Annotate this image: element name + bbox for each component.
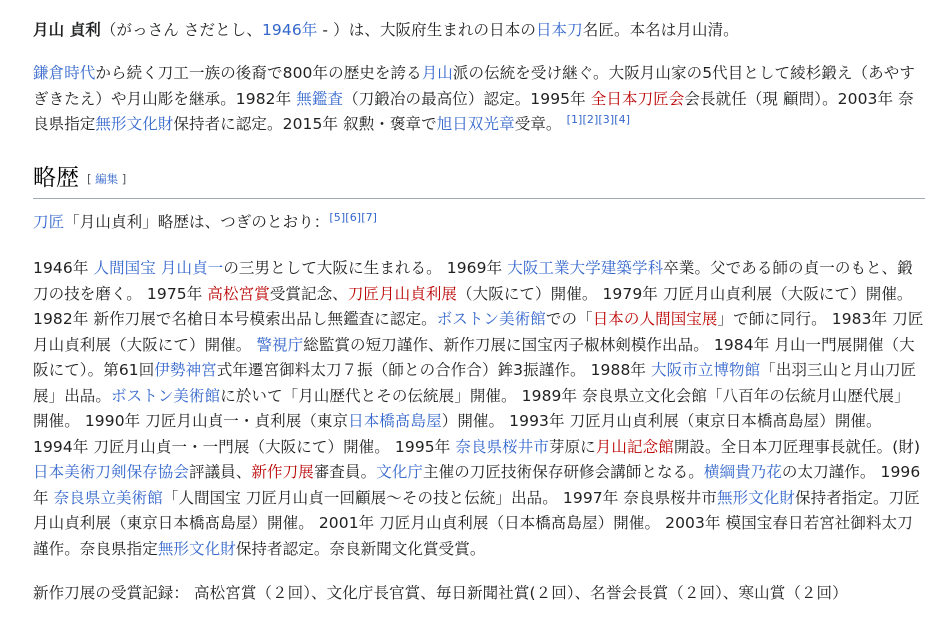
link-sakurai-city[interactable]: 奈良県桜井市 xyxy=(455,437,549,456)
link-gassan-sadaichi[interactable]: 月山貞一 xyxy=(160,259,224,277)
link-birth-year[interactable]: 1946年 xyxy=(261,21,318,39)
link-mukei-bunkazai-2[interactable]: 無形文化財 xyxy=(716,488,795,507)
link-osaka-inst-tech-architecture[interactable]: 大阪工業大学建築学科 xyxy=(507,259,664,277)
link-bunkacho[interactable]: 文化庁 xyxy=(376,463,424,481)
link-mukei-bunkazai[interactable]: 無形文化財 xyxy=(95,115,174,133)
link-kamakura-period[interactable]: 鎌倉時代 xyxy=(33,64,96,82)
link-kyokujitsu-soukosho[interactable]: 旭日双光章 xyxy=(436,115,515,133)
link-ise-jingu[interactable]: 伊勢神宮 xyxy=(154,361,217,379)
career-intro-paragraph: 刀匠「月山貞利」略歴は、つぎのとおり：[5][6][7] xyxy=(33,210,378,231)
link-keishicho[interactable]: 警視庁 xyxy=(256,335,304,354)
link-boston-museum-2[interactable]: ボストン美術館 xyxy=(111,386,221,405)
section-heading-career xyxy=(33,162,925,199)
subject-name: 月山 貞利 xyxy=(33,21,101,39)
link-nihonbashi-takashimaya[interactable]: 日本橋髙島屋 xyxy=(348,412,442,430)
link-gassan[interactable]: 月山 xyxy=(421,64,453,82)
redlink-japan-living-treasures-exhibition[interactable]: 日本の人間国宝展 xyxy=(592,310,718,328)
reference-group xyxy=(329,211,377,224)
reference-group xyxy=(567,113,631,126)
ref-5[interactable]: [5] xyxy=(329,210,346,224)
redlink-gassan-memorial-hall[interactable]: 月山記念館 xyxy=(595,437,674,456)
intro-paragraph: 月山 貞利（がっさん さだとし、1946年 - ）は、大阪府生まれの日本の日本刀名匠。本名は月山清。 xyxy=(33,21,739,39)
ref-6[interactable]: [6] xyxy=(345,210,362,224)
link-ningen-kokuho[interactable]: 人間国宝 xyxy=(93,259,156,277)
redlink-shinsakuto-exhibition[interactable]: 新作刀展 xyxy=(251,463,314,481)
redlink-gassan-sadatoshi-exhibition[interactable]: 刀匠月山貞利展 xyxy=(347,284,458,303)
ref-7[interactable]: [7] xyxy=(361,210,378,224)
link-mukei-bunkazai-3[interactable]: 無形文化財 xyxy=(157,539,236,558)
redlink-zen-nihon-toshokai[interactable]: 全日本刀匠会 xyxy=(590,89,685,108)
link-yokozuna-takanohana[interactable]: 横綱貴乃花 xyxy=(703,463,782,481)
link-nihonto[interactable]: 日本刀 xyxy=(535,21,583,39)
link-nara-pref-art-museum[interactable]: 奈良県立美術館 xyxy=(53,488,163,507)
lineage-paragraph: 鎌倉時代から続く刀工一族の後裔で800年の歴史を誇る月山派の伝統を受け継ぐ。大阪月山家の5代目として綾杉鍛え（あやすぎきたえ）や月山彫を継承。1982年 無鑑査（刀鍛冶の最高位）認定。1995年 全日本刀匠会会長就任（現 顧問）。2003年 奈良県指定無形文化財保持者に認定。2015年 叙勲・褒章で旭日双光章受章。 [1][2][3][4] xyxy=(33,64,915,133)
redlink-takamatsunomiya-prize[interactable]: 高松宮賞 xyxy=(207,284,270,303)
link-nbthk[interactable]: 日本美術刀剣保存協会 xyxy=(33,463,190,481)
ref-2[interactable]: [2] xyxy=(582,112,599,126)
link-boston-museum[interactable]: ボストン美術館 xyxy=(436,310,546,328)
edit-section-link[interactable]: 編集 xyxy=(95,172,119,186)
edit-section: [ 編集 ] xyxy=(87,172,127,186)
ref-3[interactable]: [3] xyxy=(598,112,615,126)
awards-paragraph: 新作刀展の受賞記録： 高松宮賞（２回）、文化庁長官賞、毎日新聞社賞(２回）、名誉会長賞（２回）、寒山賞（２回） xyxy=(33,584,848,602)
link-osaka-city-museum[interactable]: 大阪市立博物館 xyxy=(651,361,761,379)
link-mukansa[interactable]: 無鑑査 xyxy=(296,89,344,108)
career-paragraph: 1946年 人間国宝 月山貞一の三男として大阪に生まれる。 1969年 大阪工業大学建築学科卒業。父である師の貞一のもと、鍛刀の技を磨く。 1975年 高松宮賞受賞記念、刀匠月山貞利展（大阪にて）開催。 1979年 刀匠月山貞利展（大阪にて）開催。 1982年 新作刀展で名槍日本号模索出品し無鑑査に認定。ボストン美術館での「日本の人間国宝展」で師に同行。 1983年 刀匠月山貞利展（大阪にて）開催。 警視庁総監賞の短刀謹作、新作刀展に国宝丙子椒林剣模作出品。 1984年 月山一門展開催（大阪にて）。第61回伊勢神宮式年遷宮御料太刀７振（師との合作合）鉾3振謹作。 1988年 大阪市立博物館「出羽三山と月山刀匠展」出品。ボストン美術館に於いて「月山歴代とその伝統展」開催。 1989年 奈良県立文化会館「八百年の伝統月山歴代展」開催。 1990年 刀匠月山貞一・貞利展（東京日本橋髙島屋）開催。 1993年 刀匠月山貞利展（東京日本橋髙島屋）開催。 1994年 刀匠月山貞一・一門展（大阪にて）開催。 1995年 奈良県桜井市芽原に月山記念館開設。全日本刀匠理事長就任。(財) 日本美術刀剣保存協会評議員、新作刀展審査員。文化庁主催の刀匠技術保存研修会講師となる。横綱貴乃花の太刀謹作。 1996年 奈良県立美術館「人間国宝 刀匠月山貞一回顧展〜その技と伝統」出品。 1997年 奈良県桜井市無形文化財保持者指定。刀匠月山貞利展（東京日本橋髙島屋）開催。 2001年 刀匠月山貞利展（日本橋髙島屋）開催。 2003年 模国宝春日若宮社御料太刀謹作。奈良県指定無形文化財保持者認定。奈良新聞文化賞受賞。 xyxy=(33,259,924,558)
ref-4[interactable]: [4] xyxy=(614,112,631,126)
section-title: 略歴 xyxy=(33,165,79,191)
link-tosho[interactable]: 刀匠 xyxy=(33,213,65,231)
ref-1[interactable]: [1] xyxy=(566,112,583,126)
